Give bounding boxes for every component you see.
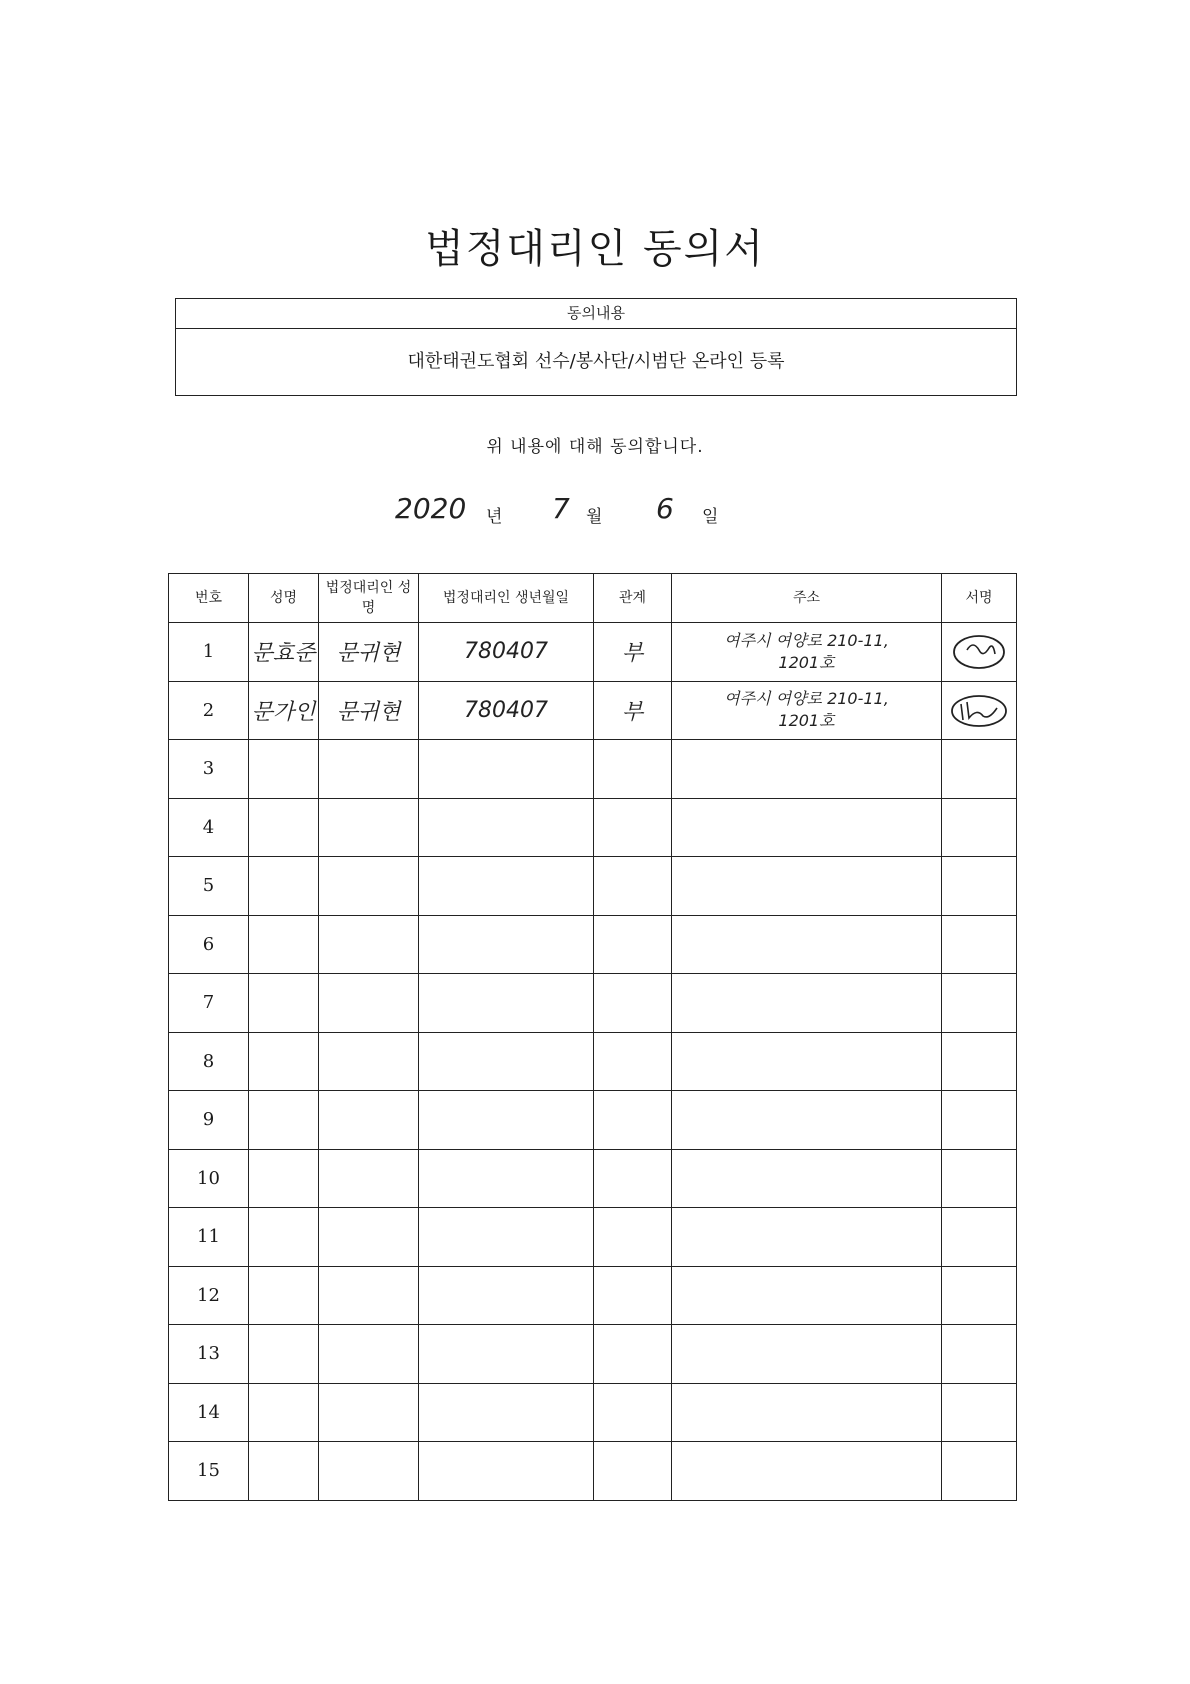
student-name — [249, 1325, 319, 1384]
row-number: 11 — [169, 1208, 249, 1267]
signature-cell — [942, 740, 1017, 799]
relation: 부 — [594, 623, 672, 682]
date-year-unit: 년 — [486, 507, 503, 527]
row-number: 9 — [169, 1091, 249, 1150]
guardian-name — [319, 1208, 419, 1267]
student-name — [249, 915, 319, 974]
table-header-row — [169, 574, 1017, 623]
signature-cell — [942, 1032, 1017, 1091]
signature-cell — [942, 1442, 1017, 1501]
relation — [594, 798, 672, 857]
guardian-name — [319, 1442, 419, 1501]
header-guardian-birth: 법정대리인 생년월일 — [419, 574, 594, 623]
row-number: 8 — [169, 1032, 249, 1091]
row-number: 2 — [169, 681, 249, 740]
table-row — [169, 1442, 1017, 1501]
address-line2: 1201호 — [778, 711, 835, 731]
table-row — [169, 1325, 1017, 1384]
signature-cell — [942, 623, 1017, 682]
guardian-name — [319, 798, 419, 857]
signature-cell — [942, 1149, 1017, 1208]
guardian-birth — [419, 1325, 594, 1384]
signature-cell — [942, 1325, 1017, 1384]
student-name — [249, 740, 319, 799]
relation — [594, 1383, 672, 1442]
guardian-birth — [419, 974, 594, 1033]
relation — [594, 1208, 672, 1267]
student-name: 문가인 — [249, 681, 319, 740]
table-row — [169, 1032, 1017, 1091]
guardian-name: 문귀현 — [319, 623, 419, 682]
consent-box — [175, 298, 1017, 396]
date-day: 6 — [656, 492, 674, 525]
student-name — [249, 1442, 319, 1501]
guardian-birth: 780407 — [419, 681, 594, 740]
row-number: 4 — [169, 798, 249, 857]
signature-cell — [942, 1091, 1017, 1150]
guardian-name — [319, 974, 419, 1033]
address — [672, 740, 942, 799]
guardian-birth — [419, 740, 594, 799]
table-row — [169, 974, 1017, 1033]
address — [672, 681, 942, 740]
guardian-name — [319, 1149, 419, 1208]
date-month-unit: 월 — [586, 507, 603, 527]
guardian-birth — [419, 1266, 594, 1325]
guardian-name — [319, 1032, 419, 1091]
signature-mark — [949, 690, 1009, 730]
relation — [594, 915, 672, 974]
signature-cell — [942, 1208, 1017, 1267]
row-number: 1 — [169, 623, 249, 682]
student-name — [249, 857, 319, 916]
date-month: 7 — [552, 492, 570, 525]
table-row — [169, 798, 1017, 857]
guardian-name — [319, 857, 419, 916]
header-relation: 관계 — [594, 574, 672, 623]
student-name — [249, 974, 319, 1033]
guardian-name: 문귀현 — [319, 681, 419, 740]
header-guardian-name: 법정대리인 성명 — [319, 574, 419, 623]
signature-cell — [942, 915, 1017, 974]
student-name — [249, 798, 319, 857]
address — [672, 1032, 942, 1091]
guardian-name — [319, 915, 419, 974]
table-row — [169, 740, 1017, 799]
relation — [594, 857, 672, 916]
guardian-name — [319, 1383, 419, 1442]
table-row — [169, 915, 1017, 974]
row-number: 3 — [169, 740, 249, 799]
table-row — [169, 1208, 1017, 1267]
guardian-birth: 780407 — [419, 623, 594, 682]
row-number: 6 — [169, 915, 249, 974]
header-address: 주소 — [672, 574, 942, 623]
relation — [594, 1266, 672, 1325]
table-row — [169, 681, 1017, 740]
relation: 부 — [594, 681, 672, 740]
row-number: 15 — [169, 1442, 249, 1501]
student-name — [249, 1208, 319, 1267]
row-number: 5 — [169, 857, 249, 916]
header-name: 성명 — [249, 574, 319, 623]
address — [672, 974, 942, 1033]
relation — [594, 1325, 672, 1384]
consent-content: 대한태권도협회 선수/봉사단/시범단 온라인 등록 — [407, 351, 785, 372]
student-name — [249, 1383, 319, 1442]
guardian-birth — [419, 857, 594, 916]
guardian-table — [168, 573, 1017, 1501]
student-name — [249, 1032, 319, 1091]
address — [672, 1208, 942, 1267]
student-name: 문효준 — [249, 623, 319, 682]
address — [672, 1266, 942, 1325]
address — [672, 1325, 942, 1384]
row-number: 7 — [169, 974, 249, 1033]
signature-mark — [949, 632, 1009, 672]
address-line1: 여주시 여양로 210-11, — [724, 630, 889, 650]
signature-cell — [942, 681, 1017, 740]
guardian-birth — [419, 915, 594, 974]
address — [672, 1383, 942, 1442]
table-row — [169, 1266, 1017, 1325]
student-name — [249, 1149, 319, 1208]
header-signature: 서명 — [942, 574, 1017, 623]
student-name — [249, 1091, 319, 1150]
guardian-birth — [419, 1442, 594, 1501]
agreement-statement: 위 내용에 대해 동의합니다. — [486, 437, 704, 457]
relation — [594, 1442, 672, 1501]
signature-cell — [942, 857, 1017, 916]
table-row — [169, 1383, 1017, 1442]
relation — [594, 1091, 672, 1150]
student-name — [249, 1266, 319, 1325]
table-row — [169, 857, 1017, 916]
table-row — [169, 1091, 1017, 1150]
date-day-unit: 일 — [702, 507, 719, 527]
signature-cell — [942, 798, 1017, 857]
relation — [594, 1032, 672, 1091]
guardian-birth — [419, 1149, 594, 1208]
guardian-birth — [419, 1091, 594, 1150]
relation — [594, 974, 672, 1033]
address — [672, 915, 942, 974]
row-number: 10 — [169, 1149, 249, 1208]
address — [672, 1091, 942, 1150]
signature-cell — [942, 974, 1017, 1033]
address — [672, 798, 942, 857]
address-line2: 1201호 — [778, 652, 835, 672]
guardian-name — [319, 740, 419, 799]
signature-cell — [942, 1266, 1017, 1325]
guardian-name — [319, 1091, 419, 1150]
row-number: 14 — [169, 1383, 249, 1442]
consent-header: 동의내용 — [176, 299, 1016, 329]
table-row — [169, 1149, 1017, 1208]
row-number: 13 — [169, 1325, 249, 1384]
guardian-birth — [419, 1383, 594, 1442]
address — [672, 1442, 942, 1501]
document-title: 법정대리인 동의서 — [425, 225, 765, 272]
relation — [594, 740, 672, 799]
guardian-name — [319, 1266, 419, 1325]
guardian-birth — [419, 1208, 594, 1267]
guardian-birth — [419, 798, 594, 857]
guardian-birth — [419, 1032, 594, 1091]
address — [672, 1149, 942, 1208]
table-row — [169, 623, 1017, 682]
date-line — [0, 492, 1190, 532]
address — [672, 623, 942, 682]
header-number: 번호 — [169, 574, 249, 623]
date-year: 2020 — [395, 492, 467, 525]
guardian-name — [319, 1325, 419, 1384]
relation — [594, 1149, 672, 1208]
address — [672, 857, 942, 916]
address-line1: 여주시 여양로 210-11, — [724, 689, 889, 709]
signature-cell — [942, 1383, 1017, 1442]
row-number: 12 — [169, 1266, 249, 1325]
